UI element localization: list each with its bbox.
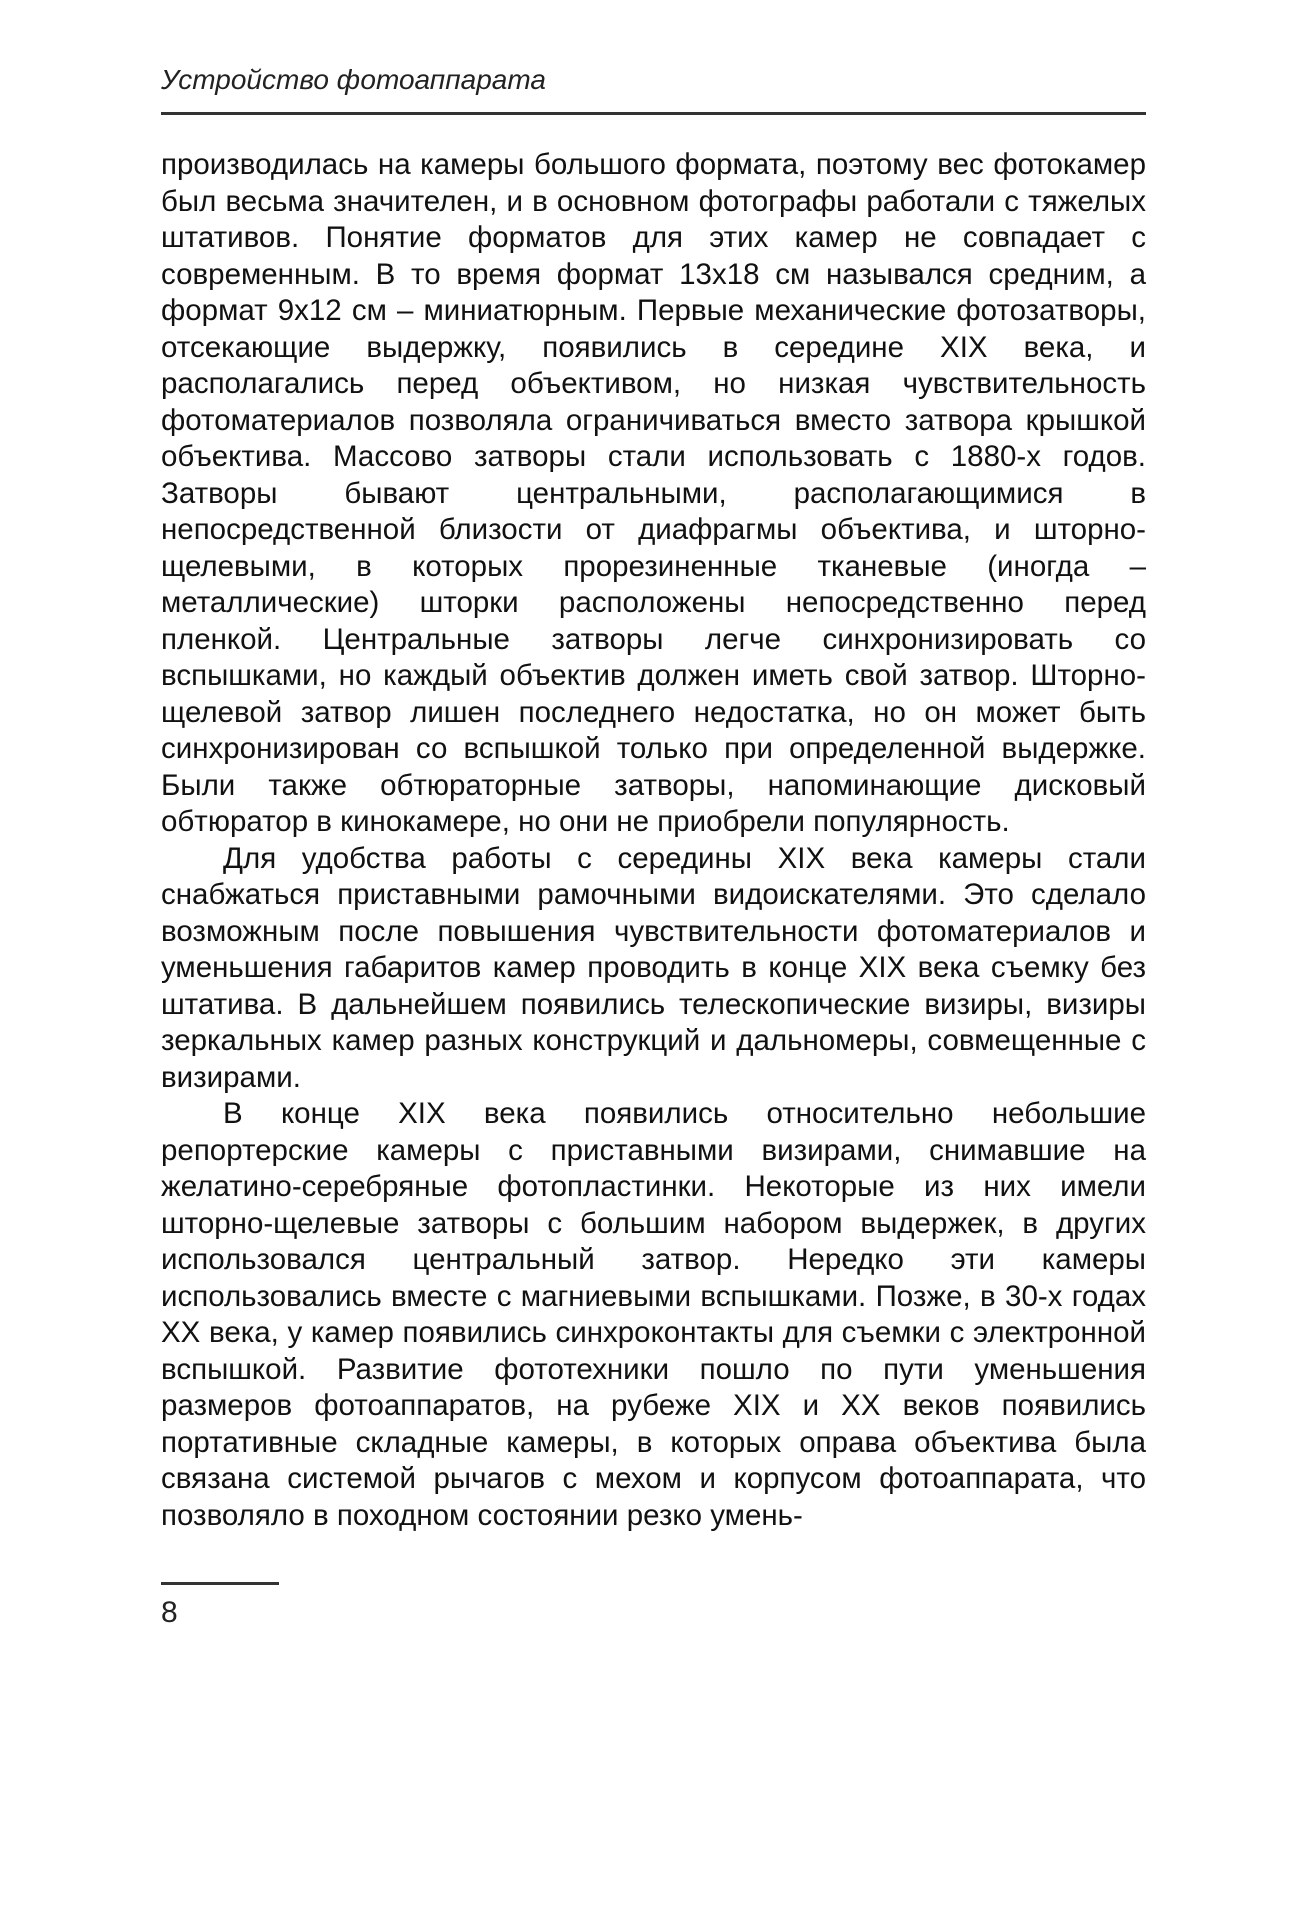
footer-rule (161, 1582, 279, 1585)
running-header: Устройство фотоаппарата (161, 64, 546, 95)
body-text (161, 147, 1146, 1534)
header-rule (161, 112, 1146, 115)
paragraph: Для удобства работы с середины XIX века камеры стали снабжаться приставными рамочными видоискателями. Это сделало возможным после повышения чувствительности фотоматериалов и уменьшения габаритов камер проводить в конце XIX века съемку без штатива. В дальнейшем появились телескопические визиры, визиры зеркальных камер разных конструкций и дальномеры, совмещенные с визирами. (161, 841, 1146, 1094)
paragraph: В конце XIX века появились относительно небольшие репортерские камеры с приставными визирами, снимавшие на желатино-серебряные фотопластинки. Некоторые из них имели шторно-щелевые затворы с большим набором выдержек, в других использовался центральный затвор. Нередко эти камеры использовались вместе с магниевыми вспышками. Позже, в 30-х годах XX века, у камер появились синхроконтакты для съемки с электронной вспышкой. Развитие фототехники пошло по пути уменьшения размеров фотоаппаратов, на рубеже XIX и XX веков появились портативные складные камеры, в которых оправа объектива была связана системой рычагов с мехом и корпусом фотоаппарата, что позволяло в походном состоянии резко умень- (161, 1097, 1146, 1532)
paragraph: производилась на камеры большого формата, поэтому вес фотокамер был весьма значителен, и в основном фотографы работали с тяжелых штативов. Понятие форматов для этих камер не совпадает с современным. В то время формат 13х18 см назывался средним, а формат 9х12 см – миниатюрным. Первые механические фотозатворы, отсекающие выдержку, появились в середине XIX века, и располагались перед объективом, но низкая чувствительность фотоматериалов позволяла ограничиваться вместо затвора крышкой объектива. Массово затворы стали использовать с 1880-х годов. Затворы бывают центральными, располагающимися в непосредственной близости от диафрагмы объектива, и шторно-щелевыми, в которых прорезиненные тканевые (иногда – металлические) шторки расположены непосредственно перед пленкой. Центральные затворы легче синхронизировать со вспышками, но каждый объектив должен иметь свой затвор. Шторно-щелевой затвор лишен последнего недостатка, но он может быть синхронизирован со вспышкой только при определенной выдержке. Были также обтюраторные затворы, напоминающие дисковый обтюратор в кинокамере, но они не приобрели популярность. (161, 148, 1146, 838)
page-number: 8 (161, 1596, 178, 1629)
page-footer (161, 1582, 1146, 1631)
